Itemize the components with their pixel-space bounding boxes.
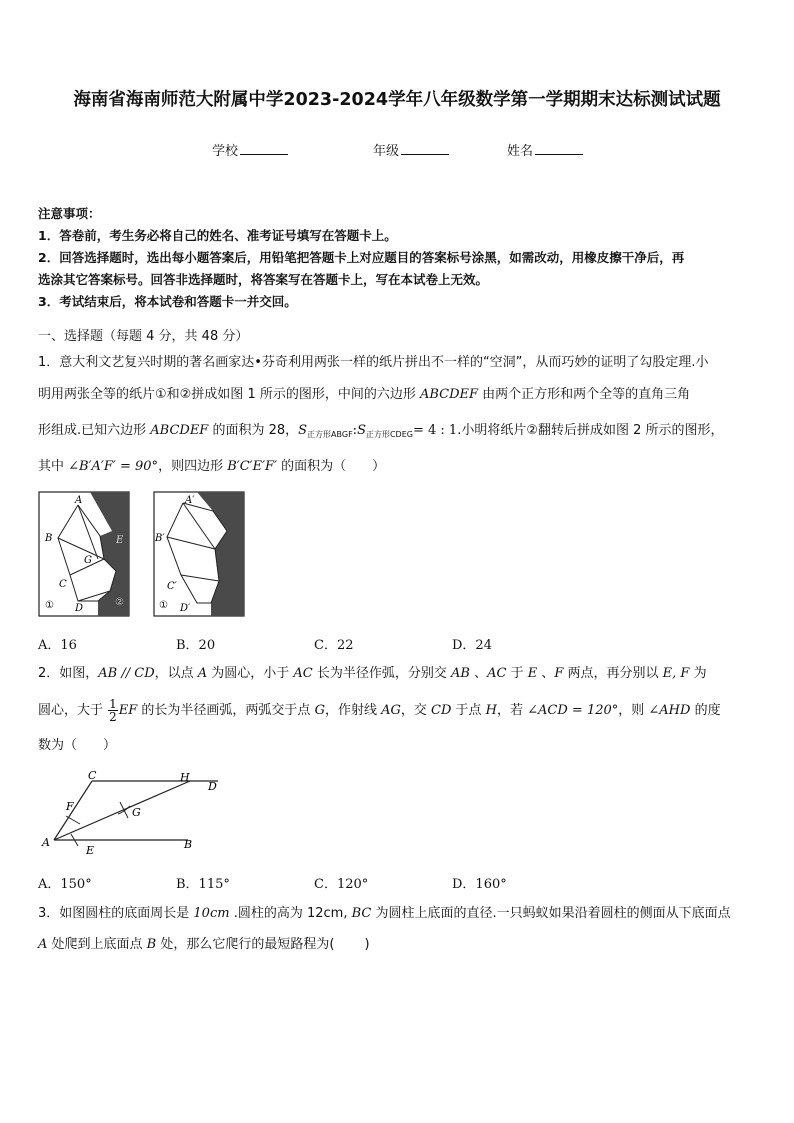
- fraction-half: $\frac{1}{2}$: [109, 697, 117, 724]
- q1-figure1: [38, 491, 130, 617]
- grade-field: [373, 140, 449, 159]
- grade-label: 年级: [373, 144, 400, 159]
- fig-label-B: B: [184, 838, 193, 851]
- q1-line2: 明用两张全等的纸片①和②拼成如图 1 所示的图形，中间的六边形 ABCDEF 由两个正方形和两个全等的直角三角: [38, 387, 691, 402]
- q1-option-a[interactable]: A．16: [38, 638, 77, 653]
- q2-option-c[interactable]: C．120°: [314, 877, 369, 892]
- q2-line1: 2．如图，AB // CD，以点 A 为圆心，小于 AC 长为半径作弧，分别交 AB 、AC 于 E 、F 两点，再分别以 E, F 为: [38, 666, 707, 681]
- fig1-label-E: E: [116, 535, 124, 546]
- fig-label-C: C: [88, 770, 97, 782]
- name-blank[interactable]: [535, 142, 583, 155]
- fig2-label-D: D′: [180, 603, 191, 614]
- fig-label-D: D: [208, 780, 217, 793]
- fig1-label-1: ①: [45, 600, 54, 611]
- q2-option-d[interactable]: D．160°: [452, 877, 507, 892]
- arc-mark-G1: [120, 802, 128, 818]
- fig2-label-B: B′: [155, 533, 165, 544]
- fig1-label-G: G: [84, 555, 92, 566]
- fig1-label-2: ②: [115, 597, 124, 608]
- note-item: 1．答卷前，考生务必将自己的姓名、准考证号填写在答题卡上。: [38, 228, 397, 243]
- school-blank[interactable]: [240, 142, 288, 155]
- fig-label-E: E: [86, 844, 95, 857]
- q1-line4: 其中 ∠B′A′F′ = 90°，则四边形 B′C′E′F′ 的面积为（ ）: [38, 459, 386, 474]
- note-item: 2．回答选择题时，选出每小题答案后，用铅笔把答题卡上对应题目的答案标号涂黑，如需改动，用橡皮擦干净后，再: [38, 250, 685, 265]
- q1-figure2: [153, 491, 245, 617]
- q1-option-b[interactable]: B．20: [176, 638, 216, 653]
- fig-label-H: H: [180, 771, 190, 784]
- arc-mark-F: [66, 816, 80, 824]
- name-field: [507, 140, 583, 159]
- q2-option-b[interactable]: B．115°: [176, 877, 230, 892]
- fig1-label-B: B: [45, 533, 53, 544]
- q2-option-a[interactable]: A．150°: [38, 877, 92, 892]
- note-item: 选涂其它答案标号。回答非选择题时，将答案写在答题卡上，写在本试卷上无效。: [38, 272, 489, 287]
- q1-option-d[interactable]: D．24: [452, 638, 492, 653]
- q2-line2: 圆心，大于 $\frac{1}{2}$ EF 的长为半径画弧，两弧交于点 G，作射线 AG，交 CD 于点 H，若 ∠ACD = 120°，则 ∠AHD 的度: [38, 697, 721, 724]
- notes-heading: 注意事项：: [38, 206, 101, 221]
- school-label: 学校: [212, 144, 239, 159]
- fig2-label-1: ①: [159, 600, 168, 611]
- school-field: [212, 140, 288, 159]
- notes-block: [38, 203, 758, 313]
- fig1-label-C: C: [59, 579, 67, 590]
- q1-line1: 1．意大利文艺复兴时期的著名画家达•芬奇利用两张一样的纸片拼出不一样的“空洞”，从而巧妙的证明了勾股定理.小: [38, 355, 709, 370]
- q2-line3: 数为（ ）: [38, 738, 117, 753]
- section-title: 一、选择题（每题 4 分，共 48 分）: [38, 329, 249, 344]
- ray-AG: [54, 781, 190, 840]
- name-label: 姓名: [507, 144, 534, 159]
- fig-label-G: G: [132, 806, 141, 819]
- fig-label-A: A: [42, 836, 50, 849]
- grade-blank[interactable]: [401, 142, 449, 155]
- q3-line2: A 处爬到上底面点 B 处，那么它爬行的最短路程为( ): [38, 937, 370, 952]
- q1-option-c[interactable]: C．22: [314, 638, 354, 653]
- page-title: 海南省海南师范大附属中学2023-2024学年八年级数学第一学期期末达标测试试题: [73, 90, 721, 110]
- q3-line1: 3．如图圆柱的底面周长是 10cm .圆柱的高为 12cm, BC 为圆柱上底面的直径.一只蚂蚁如果沿着圆柱的侧面从下底面点: [38, 906, 731, 921]
- fig1-label-A: A: [75, 495, 83, 506]
- fig1-label-D: D: [75, 603, 84, 614]
- fig2-label-A: A′: [185, 495, 195, 506]
- fig2-label-C: C′: [167, 581, 177, 592]
- q1-line3: 形组成.已知六边形 ABCDEF 的面积为 28，$S_{正方形ABGF}:S_{正方形CDEG}= 4$ : 1.小明将纸片②翻转后拼成如图 2 所示的图形，: [38, 423, 724, 439]
- q2-figure: [38, 770, 238, 860]
- note-item: 3．考试结束后，将本试卷和答题卡一并交回。: [38, 294, 297, 309]
- fig-label-F: F: [66, 800, 74, 813]
